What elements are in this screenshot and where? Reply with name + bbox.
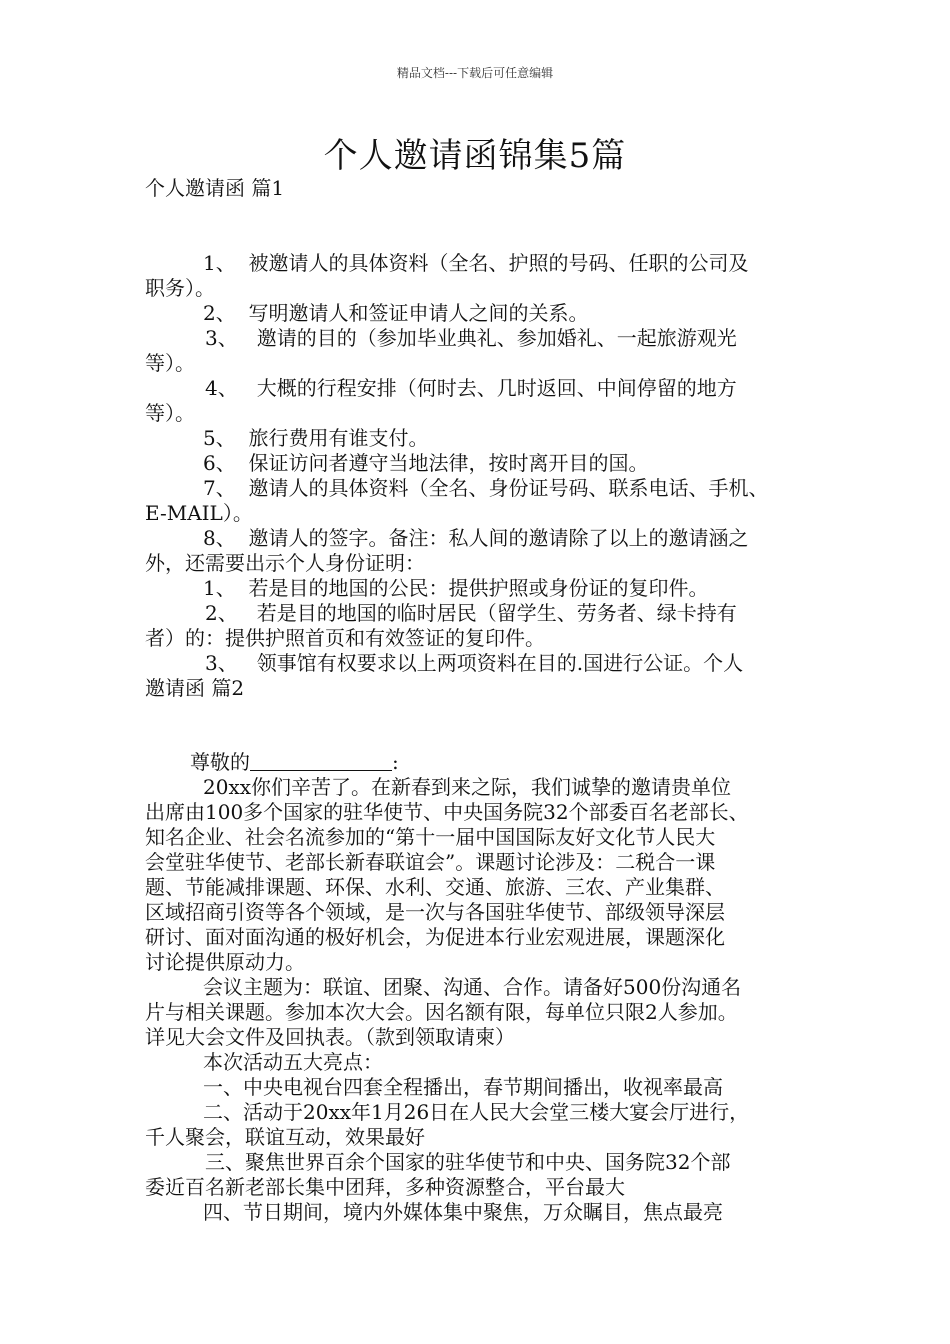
list-item-1-line-2: 职务）。 — [145, 276, 215, 300]
list-item-sub-2-line-1: 2、 若是目的地国的临时居民（留学生、劳务者、绿卡持有 — [205, 601, 737, 625]
list-item-sub-2-line-2: 者）的：提供护照首页和有效签证的复印件。 — [145, 626, 545, 650]
section-heading-1: 个人邀请函 篇1 — [145, 176, 285, 200]
highlight-2-line-2: 千人聚会，联谊互动，效果最好 — [145, 1125, 425, 1149]
list-item-4-line-1: 4、 大概的行程安排（何时去、几时返回、中间停留的地方 — [205, 376, 737, 400]
recipient-blank-line — [250, 752, 392, 771]
list-item-sub-1: 1、 若是目的地国的公民：提供护照或身份证的复印件。 — [203, 576, 709, 600]
body-p1-line-1: 20xx你们辛苦了。在新春到来之际，我们诚挚的邀请贵单位 — [203, 775, 732, 799]
list-item-sub-3-line-1: 3、 领事馆有权要求以上两项资料在目的.国进行公证。个人 — [205, 651, 744, 675]
highlight-3-line-1: 三、聚焦世界百余个国家的驻华使节和中央、国务院32个部 — [205, 1150, 731, 1174]
body-p1-line-8: 讨论提供原动力。 — [145, 950, 305, 974]
list-item-5: 5、 旅行费用有谁支付。 — [203, 426, 429, 450]
highlight-2-line-1: 二、活动于20xx年1月26日在人民大会堂三楼大宴会厅进行， — [203, 1100, 750, 1124]
highlight-1: 一、中央电视台四套全程播出，春节期间播出，收视率最高 — [203, 1075, 723, 1099]
list-item-4-line-2: 等）。 — [145, 401, 195, 425]
document-title: 个人邀请函锦集5篇 — [323, 136, 627, 176]
list-item-7-line-1: 7、 邀请人的具体资料（全名、身份证号码、联系电话、手机、 — [203, 476, 769, 500]
list-item-2: 2、 写明邀请人和签证申请人之间的关系。 — [203, 301, 589, 325]
page-header: 精品文档---下载后可任意编辑 — [396, 66, 554, 80]
list-item-6: 6、 保证访问者遵守当地法律，按时离开目的国。 — [203, 451, 649, 475]
body-p2-line-2: 片与相关课题。参加本次大会。因名额有限，每单位只限2人参加。 — [145, 1000, 738, 1024]
body-p1-line-5: 题、节能减排课题、环保、水利、交通、旅游、三农、产业集群、 — [145, 875, 725, 899]
body-p1-line-4: 会堂驻华使节、老部长新春联谊会”。课题讨论涉及：二税合一课 — [145, 850, 716, 874]
body-p1-line-3: 知名企业、社会名流参加的“第十一届中国国际友好文化节人民大 — [145, 825, 716, 849]
list-item-1-line-1: 1、 被邀请人的具体资料（全名、护照的号码、任职的公司及 — [203, 251, 749, 275]
body-p1-line-7: 研讨、面对面沟通的极好机会，为促进本行业宏观进展，课题深化 — [145, 925, 725, 949]
highlight-4: 四、节日期间，境内外媒体集中聚焦，万众瞩目，焦点最亮 — [203, 1200, 723, 1224]
highlight-3-line-2: 委近百名新老部长集中团拜，多种资源整合，平台最大 — [145, 1175, 625, 1199]
highlights-heading: 本次活动五大亮点： — [203, 1050, 383, 1074]
body-p1-line-6: 区域招商引资等各个领域，是一次与各国驻华使节、部级领导深层 — [145, 900, 725, 924]
list-item-7-line-2: E-MAIL）。 — [145, 501, 253, 525]
list-item-8-line-1: 8、 邀请人的签字。备注：私人间的邀请除了以上的邀请涵之 — [203, 526, 749, 550]
salutation: 尊敬的 : — [190, 750, 399, 774]
body-p2-line-3: 详见大会文件及回执表。（款到领取请柬） — [145, 1025, 515, 1049]
list-item-8-line-2: 外，还需要出示个人身份证明： — [145, 551, 425, 575]
body-p1-line-2: 出席由100多个国家的驻华使节、中央国务院32个部委百名老部长、 — [145, 800, 749, 824]
list-item-3-line-1: 3、 邀请的目的（参加毕业典礼、参加婚礼、一起旅游观光 — [205, 326, 737, 350]
section-heading-2: 邀请函 篇2 — [145, 676, 245, 700]
list-item-3-line-2: 等）。 — [145, 351, 195, 375]
body-p2-line-1: 会议主题为：联谊、团聚、沟通、合作。请备好500份沟通名 — [203, 975, 742, 999]
